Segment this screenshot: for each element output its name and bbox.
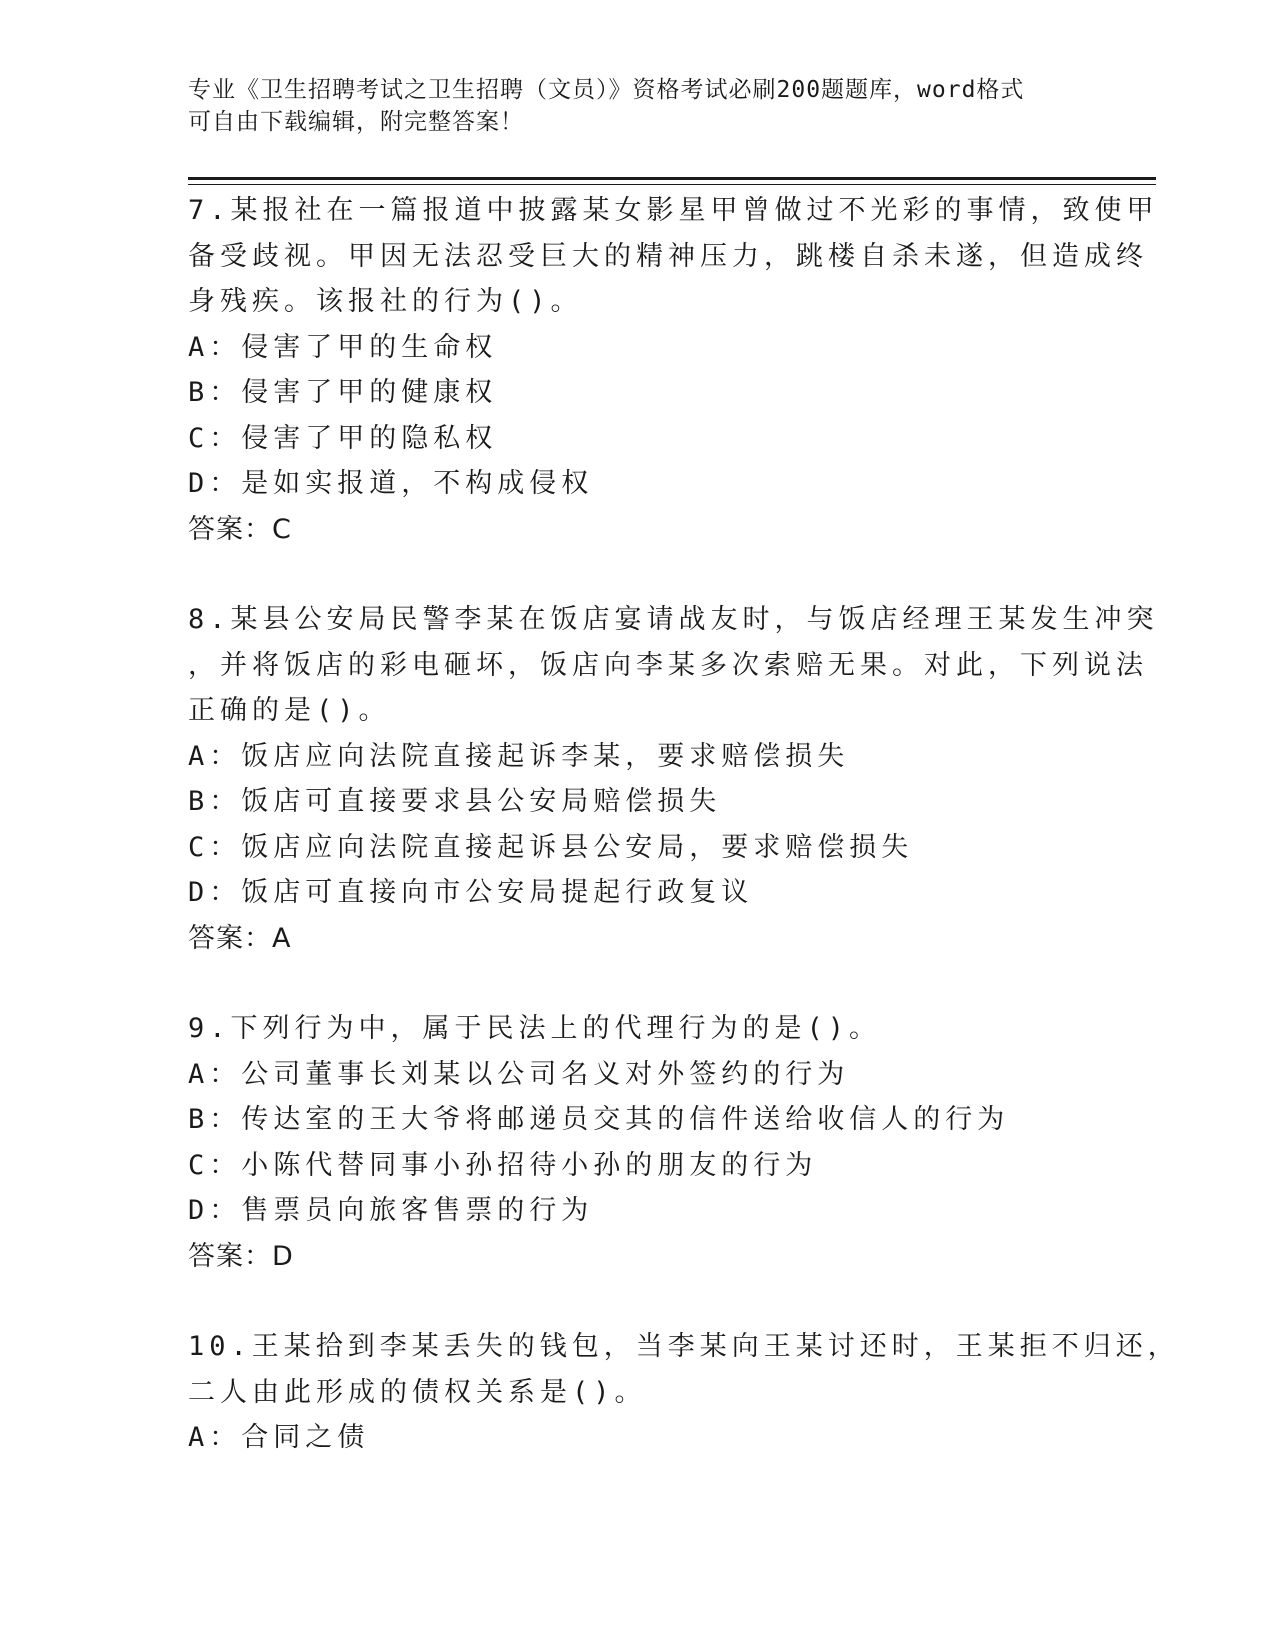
option-a: A：饭店应向法院直接起诉李某，要求赔偿损失 — [188, 740, 850, 772]
option-a: A：合同之债 — [188, 1422, 370, 1453]
option-a: A：侵害了甲的生命权 — [188, 331, 498, 363]
header-line-2: 可自由下载编辑，附完整答案！ — [188, 109, 524, 135]
option-d: D：饭店可直接向市公安局提起行政复议 — [188, 877, 754, 908]
question-stem-line: 二人由此形成的债权关系是()。 — [188, 1376, 647, 1408]
option-a: A：公司董事长刘某以公司名义对外签约的行为 — [188, 1058, 850, 1090]
option-b: B：饭店可直接要求县公安局赔偿损失 — [188, 786, 722, 817]
question-10 — [188, 1324, 1180, 1461]
header-line-1: 专业《卫生招聘考试之卫生招聘（文员）》资格考试必刷200题题库，word格式 — [188, 77, 1025, 103]
question-stem-line: 身残疾。该报社的行为()。 — [188, 286, 583, 317]
question-stem-line: 备受歧视。甲因无法忍受巨大的精神压力，跳楼自杀未遂，但造成终 — [188, 240, 1148, 272]
question-stem-line: 8.某县公安局民警李某在饭店宴请战友时，与饭店经理王某发生冲突 — [188, 604, 1159, 635]
question-stem-line: 正确的是()。 — [188, 695, 391, 726]
option-c: C：饭店应向法院直接起诉县公安局，要求赔偿损失 — [188, 831, 914, 863]
question-stem-line: ，并将饭店的彩电砸坏，饭店向李某多次索赔无果。对此，下列说法 — [188, 649, 1148, 681]
header-divider-thick — [188, 177, 1156, 180]
option-b: B：侵害了甲的健康权 — [188, 377, 498, 408]
answer-label: 答案：C — [188, 513, 292, 545]
option-c: C：侵害了甲的隐私权 — [188, 422, 498, 454]
question-list — [188, 188, 1180, 1461]
question-7 — [188, 188, 1159, 552]
option-d: D：是如实报道，不构成侵权 — [188, 468, 594, 499]
question-9 — [188, 1006, 1068, 1279]
answer-label: 答案：D — [188, 1240, 294, 1272]
question-stem-line: 10.王某拾到李某丢失的钱包，当李某向王某讨还时，王某拒不归还， — [188, 1331, 1180, 1362]
question-8 — [188, 597, 1159, 961]
document-header — [188, 74, 1088, 138]
option-b: B：传达室的王大爷将邮递员交其的信件送给收信人的行为 — [188, 1104, 1010, 1135]
answer-label: 答案：A — [188, 922, 292, 954]
header-divider-thin — [188, 184, 1156, 185]
option-c: C：小陈代替同事小孙招待小孙的朋友的行为 — [188, 1149, 818, 1181]
question-stem-line: 9.下列行为中，属于民法上的代理行为的是()。 — [188, 1013, 882, 1044]
option-d: D：售票员向旅客售票的行为 — [188, 1195, 594, 1226]
question-stem-line: 7.某报社在一篇报道中披露某女影星甲曾做过不光彩的事情，致使甲 — [188, 195, 1159, 226]
